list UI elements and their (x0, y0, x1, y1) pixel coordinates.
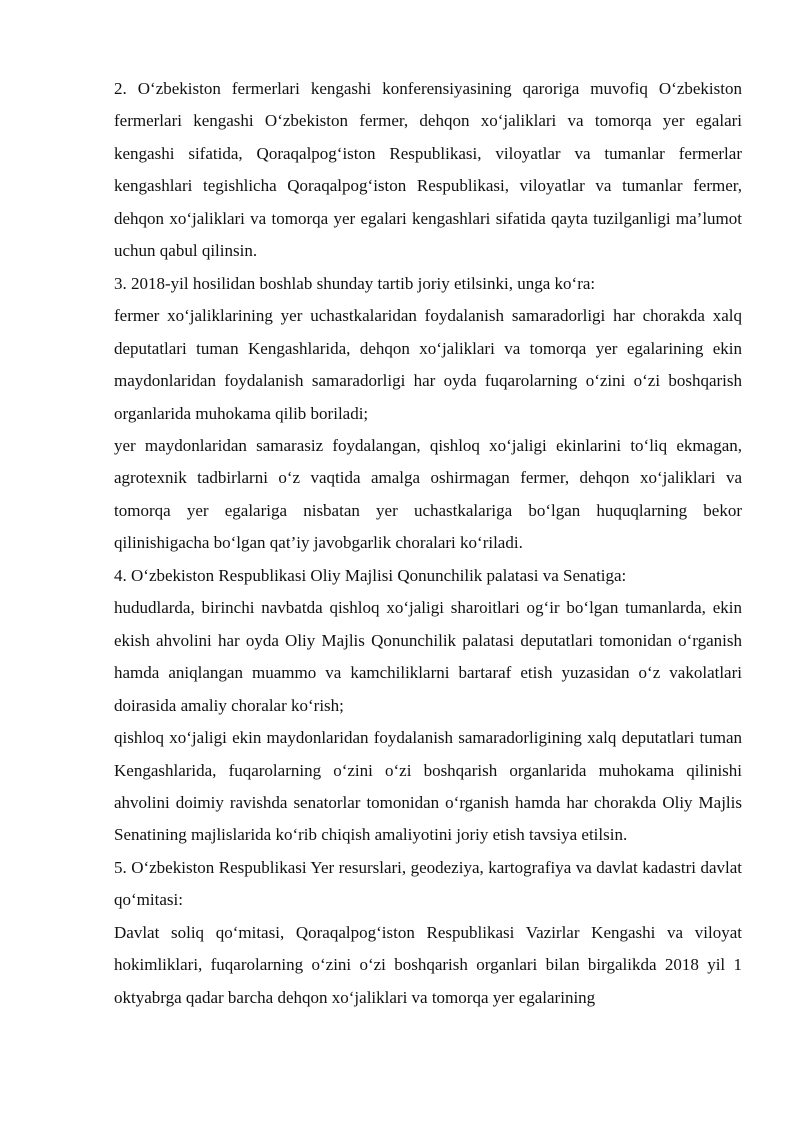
paragraph-item-4-clause-2: qishloq xo‘jaligi ekin maydonlaridan foydalanish samaradorligining xalq deputatlari tuman Kengashlarida, fuqarolarning o‘zini o‘zi boshqarish organlarida muhokama qilinishi ahvolini doimiy ravishda senatorlar tomonidan o‘rganish hamda har chorakda Oliy Majlis Senatining majlislarida ko‘rib chiqish amaliyotini joriy etish tavsiya etilsin. (114, 728, 742, 845)
paragraph-item-5-clause-1: Davlat soliq qo‘mitasi, Qoraqalpog‘iston Respublikasi Vazirlar Kengashi va viloyat hokimliklari, fuqarolarning o‘zini o‘zi boshqarish organlari bilan birgalikda 2018 yil 1 oktyabrga qadar barcha dehqon xo‘jaliklari va tomorqa yer egalarining (114, 922, 742, 1007)
paragraph-item-4-clause-1: hududlarda, birinchi navbatda qishloq xo‘jaligi sharoitlari og‘ir bo‘lgan tumanlarda, ekin ekish ahvolini har oyda Oliy Majlis Qonunchilik palatasi deputatlari tomonidan o‘rganish hamda aniqlangan muammo va kamchiliklarni bartaraf etish yuzasidan o‘z vakolatlari doirasida amaliy choralar ko‘rish; (114, 598, 742, 715)
document-page (114, 73, 742, 1014)
paragraph-item-5-heading: 5. O‘zbekiston Respublikasi Yer resurslari, geodeziya, kartografiya va davlat kadastri davlat qo‘mitasi: (114, 857, 742, 910)
paragraph-item-2: 2. O‘zbekiston fermerlari kengashi konferensiyasining qaroriga muvofiq O‘zbekiston fermerlari kengashi O‘zbekiston fermer, dehqon xo‘jaliklari va tomorqa yer egalari kengashi sifatida, Qoraqalpog‘iston Respublikasi, viloyatlar va tumanlar fermerlar kengashlari tegishlicha Qoraqalpog‘iston Respublikasi, viloyatlar va tumanlar fermer, dehqon xo‘jaliklari va tomorqa yer egalari kengashlari sifatida qayta tuzilganligi ma’lumot uchun qabul qilinsin. (114, 79, 742, 261)
paragraph-item-3-clause-1: fermer xo‘jaliklarining yer uchastkalaridan foydalanish samaradorligi har chorakda xalq deputatlari tuman Kengashlarida, dehqon xo‘jaliklari va tomorqa yer egalarining ekin maydonlaridan foydalanish samaradorligi har oyda fuqarolarning o‘zini o‘zi boshqarish organlarida muhokama qilib boriladi; (114, 306, 742, 423)
paragraph-item-3-clause-2: yer maydonlaridan samarasiz foydalangan, qishloq xo‘jaligi ekinlarini to‘liq ekmagan, agrotexnik tadbirlarni o‘z vaqtida amalga oshirmagan fermer, dehqon xo‘jaliklari va tomorqa yer egalariga nisbatan yer uchastkalariga bo‘lgan huquqlarning bekor qilinishigacha bo‘lgan qat’iy javobgarlik choralari ko‘riladi. (114, 435, 742, 553)
paragraph-item-4-heading: 4. O‘zbekiston Respublikasi Oliy Majlisi Qonunchilik palatasi va Senatiga: (114, 565, 627, 585)
paragraph-item-3-heading: 3. 2018-yil hosilidan boshlab shunday tartib joriy etilsinki, unga ko‘ra: (114, 273, 596, 293)
